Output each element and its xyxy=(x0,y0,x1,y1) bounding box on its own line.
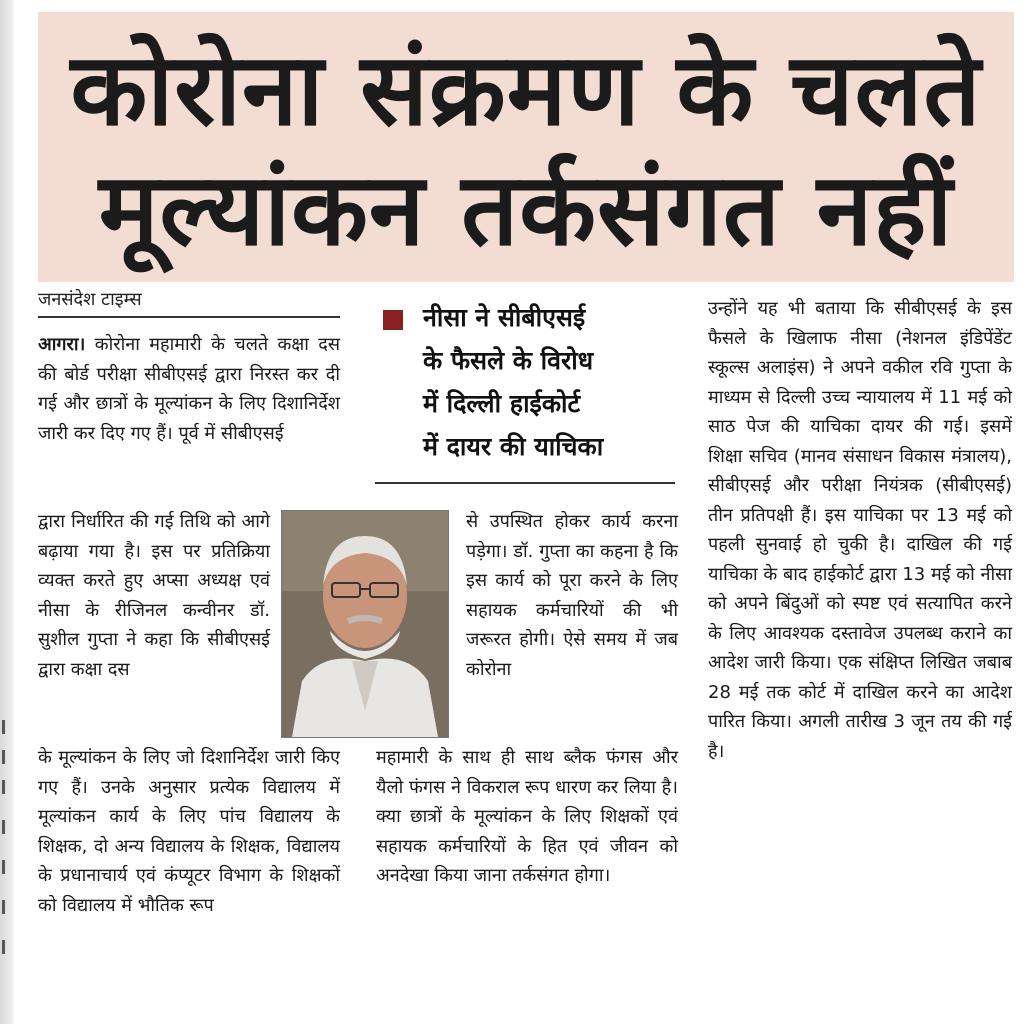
paragraph-text: के मूल्यांकन के लिए जो दिशानिर्देश जारी किए गए हैं। उनके अनुसार प्रत्येक विद्यालय में मूल्यांकन कार्य के लिए पांच विद्यालय के शिक्षक, दो अन्य विद्यालय के शिक्षक, विद्यालय के प्रधानाचार्य एवं कंप्यूटर विभाग के शिक्षकों को विद्यालय में भौतिक रूप xyxy=(38,747,340,916)
pullquote-line-2: के फैसले के विरोध xyxy=(423,346,594,375)
paragraph-text: से उपस्थित होकर कार्य करना पड़ेगा। डॉ. गुप्ता का कहना है कि इस कार्य को पूरा करने के लिए सहायक कर्मचारियों की भी जरूरत होगी। ऐसे समय में जब कोरोना xyxy=(466,511,678,680)
pullquote-text xyxy=(423,296,675,468)
dateline: आगरा। xyxy=(38,334,86,355)
page-left-edge xyxy=(0,0,14,1024)
article-column-3 xyxy=(708,294,1012,766)
article-column-1-bottom xyxy=(38,743,340,920)
article-column-2-top xyxy=(466,507,678,684)
headline-band xyxy=(38,12,1014,282)
headline-line-2: मूल्यांकन तर्कसंगत नहीं xyxy=(98,151,954,268)
portrait-photo xyxy=(281,510,449,738)
pullquote-line-1: नीसा ने सीबीएसई xyxy=(423,303,586,332)
paragraph-text: उन्होंने यह भी बताया कि सीबीएसई के इस फैसले के खिलाफ नीसा (नेशनल इंडिपेंडेंट स्कूल्स अलाइंस) ने अपने वकील रवि गुप्ता के माध्यम से दिल्ली उच्च न्यायालय में 11 मई को साठ पेज की याचिका दायर की गई। इसमें शिक्षा सचिव (मानव संसाधन विकास मंत्रालय), सीबीएसई और परीक्षा नियंत्रक (सीबीएसई) तीन प्रतिपक्षी हैं। इस याचिका पर 13 मई को पहली सुनवाई हो चुकी है। दाखिल की गई याचिका के बाद हाईकोर्ट द्वारा 13 मई को नीसा को अपने बिंदुओं को स्पष्ट एवं सत्यापित करने के लिए आवश्यक दस्तावेज उपलब्ध कराने का आदेश जारी किया। एक संक्षिप्त लिखित जबाब 28 मई तक कोर्ट में दाखिल करने का आदेश पारित किया। अगली तारीख 3 जून तय की गई है। xyxy=(708,298,1012,762)
paragraph-text: द्वारा निर्धारित की गई तिथि को आगे बढ़ाया गया है। इस पर प्रतिक्रिया व्यक्त करते हुए अप्सा अध्यक्ष एवं नीसा के रीजिनल कन्वीनर डॉ. सुशील गुप्ता ने कहा कि सीबीएसई द्वारा कक्षा दस xyxy=(38,511,270,680)
article-column-2-bottom xyxy=(376,743,678,891)
paragraph-text: कोरोना महामारी के चलते कक्षा दस की बोर्ड परीक्षा सीबीएसई द्वारा निरस्त कर दी गई और छात्रों के मूल्यांकन के लिए दिशानिर्देश जारी कर दिए गए हैं। पूर्व में सीबीएसई xyxy=(38,334,340,444)
article-column-1-top xyxy=(38,330,340,448)
article-column-1-middle xyxy=(38,507,270,684)
headline-line-1: कोरोना संक्रमण के चलते xyxy=(70,31,982,148)
pullquote-line-3: में दिल्ली हाईकोर्ट xyxy=(423,389,581,418)
square-bullet-icon xyxy=(383,310,403,330)
paragraph-text: महामारी के साथ ही साथ ब्लैक फंगस और यैलो फंगस ने विकराल रूप धारण कर लिया है। क्या छात्रों के मूल्यांकन के लिए शिक्षकों एवं सहायक कर्मचारियों के हित एवं जीवन को अनदेखा किया जाना तर्कसंगत होगा। xyxy=(376,747,678,886)
pullquote-line-4: में दायर की याचिका xyxy=(423,432,604,461)
byline: जनसंदेश टाइम्स xyxy=(38,288,340,318)
portrait-illustration xyxy=(282,511,448,737)
pullquote xyxy=(375,296,675,484)
